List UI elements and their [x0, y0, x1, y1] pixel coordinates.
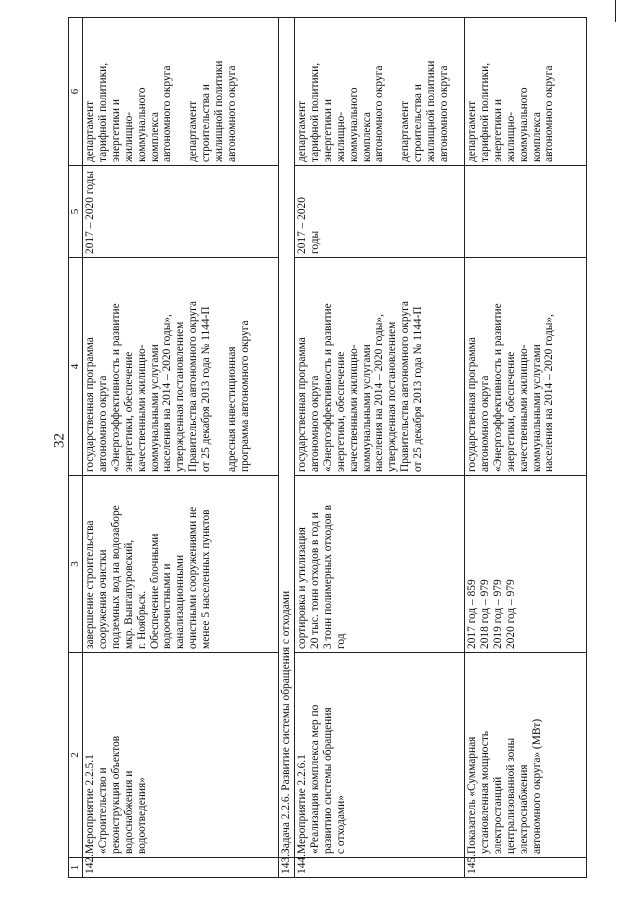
header-cell-1: 1 — [69, 858, 83, 878]
period-cell: 2017 – 2020 годы — [295, 166, 465, 258]
executor-cell: департамент тарифной политики, энергетики и жилищно- коммунального комплекса автономного округа департамент строительства и жилищной политики автономного округа — [295, 18, 465, 166]
header-row — [69, 18, 83, 878]
header-cell-6: 6 — [69, 18, 83, 166]
task-heading: Задача 2.2.6. Развитие системы обращения с отходами — [279, 18, 295, 858]
rotated-page — [68, 18, 593, 878]
program-table — [68, 17, 587, 878]
row-number: 143. — [279, 858, 295, 878]
row-number: 144. — [295, 858, 465, 878]
header-cell-2: 2 — [69, 653, 83, 858]
row-number: 145. — [465, 858, 587, 878]
result-cell: 2017 год – 859 2018 год – 979 2019 год – 979 2020 год – 979 — [465, 476, 587, 653]
source-cell: государственная программа автономного округа «Энергоэффективность и развитие энергетики, обеспечение качественными жилищно- коммунальными услугами населения на 2014 – 2020 годы», утвержденная постановлением Правительства автономного округа от 25 декабря 2013 года № 1144-П адресная инвестиционная программа автономного округа — [83, 258, 279, 476]
result-cell: сортировка и утилизация 20 тыс. тонн отходов в год и 3 тонн полимерных отходов в год — [295, 476, 465, 653]
row-number: 142. — [83, 858, 279, 878]
executor-cell: департамент тарифной политики, энергетики и жилищно- коммунального комплекса автономного округа департамент строительства и жилищной политики автономного округа — [83, 18, 279, 166]
period-cell — [465, 166, 587, 258]
period-cell: 2017 – 2020 годы — [83, 166, 279, 258]
table-row-145 — [465, 18, 587, 878]
event-cell: Показатель «Суммарная установленная мощность электростанций централизованной зоны электроснабжения автономного округа» (МВт) — [465, 653, 587, 858]
source-cell: государственная программа автономного округа «Энергоэффективность и развитие энергетики, обеспечение качественными жилищно- коммунальными услугами населения на 2014 – 2020 годы», утвержденная постановлением Правительства автономного округа от 25 декабря 2013 года № 1144-П — [295, 258, 465, 476]
table-row-143 — [279, 18, 295, 878]
header-cell-4: 4 — [69, 258, 83, 476]
table-row-144 — [295, 18, 465, 878]
executor-cell: департамент тарифной политики, энергетики и жилищно- коммунального комплекса автономного округа — [465, 18, 587, 166]
header-cell-5: 5 — [69, 166, 83, 258]
edge-mark — [615, 0, 616, 22]
header-cell-3: 3 — [69, 476, 83, 653]
event-cell: Мероприятие 2.2.6.1 «Реализация комплекса мер по развитию системы обращения с отходами» — [295, 653, 465, 858]
source-cell: государственная программа автономного округа «Энергоэффективность и развитие энергетики, обеспечение качественными жилищно- коммунальными услугами населения на 2014 – 2020 годы», — [465, 258, 587, 476]
event-cell: Мероприятие 2.2.5.1 «Строительство и реконструкция объектов водоснабжения и водоотведения» — [83, 653, 279, 858]
page-number: 32 — [51, 433, 68, 448]
table-row-142 — [83, 18, 279, 878]
result-cell: завершение строительства сооружения очистки подземных вод на водозаборе мкр. Вынгапуровский, г. Ноябрьск. Обеспечение блочными водоочистными и канализационными очистными сооружениями не менее 5 населенных пунктов — [83, 476, 279, 653]
